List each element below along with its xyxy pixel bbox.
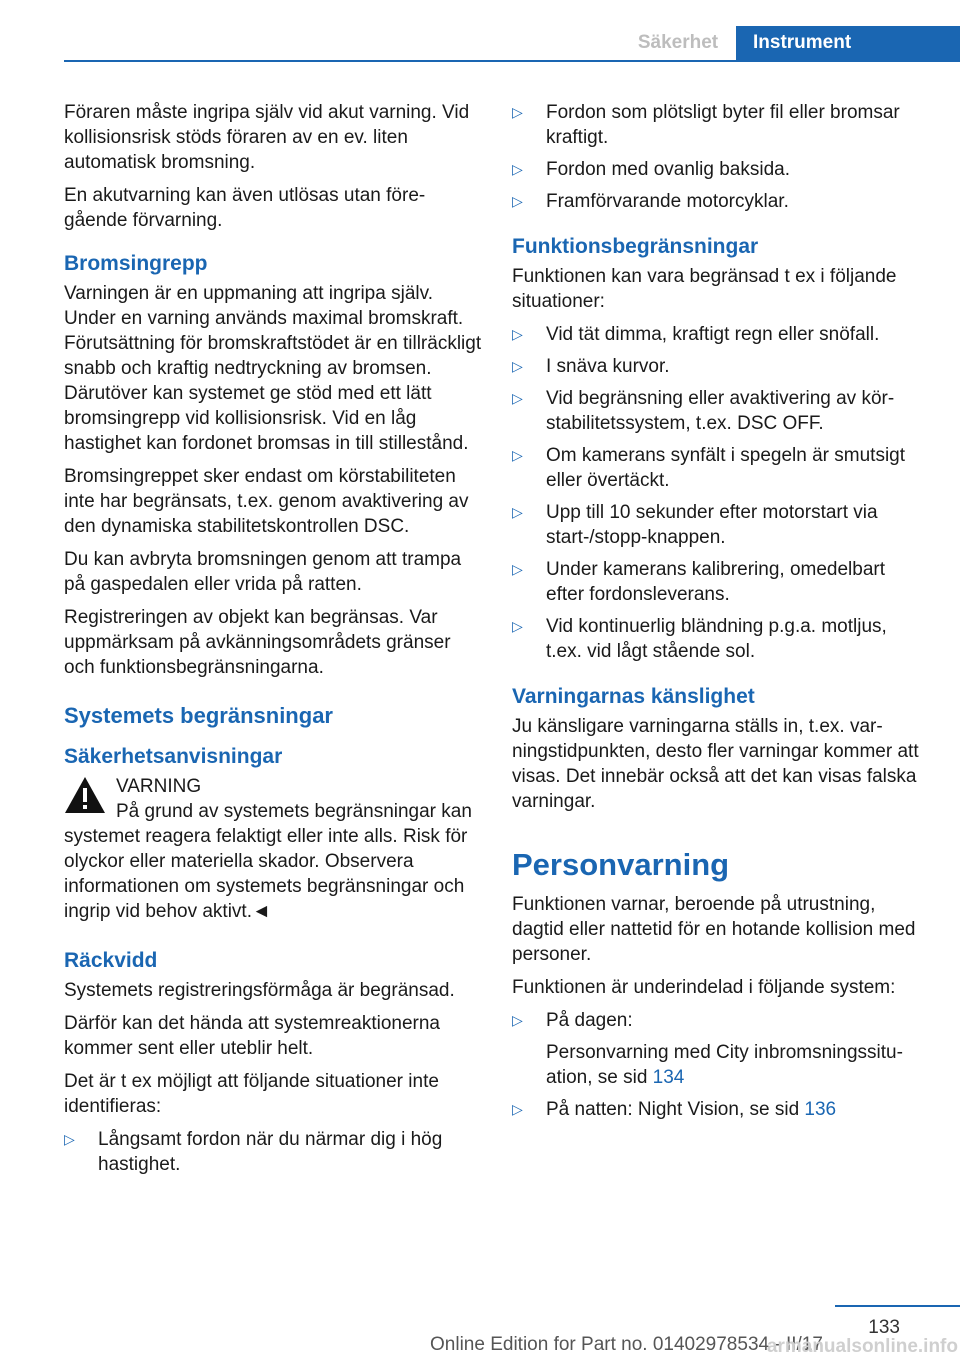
triangle-bullet-icon: ▷ — [512, 390, 523, 406]
list-item: ▷ Om kamerans synfält i spegeln är smutsigt eller övertäckt. — [512, 445, 906, 491]
paragraph: Funktionen kan vara begränsad t ex i följande situationer: — [512, 266, 897, 312]
bullet-list — [512, 100, 927, 214]
left-column — [64, 100, 482, 1185]
list-item: ▷ Upp till 10 sekunder efter motorstart via start-/stopp-knappen. — [512, 502, 878, 548]
paragraph: Därför kan det hända att systemreaktionerna kommer sent eller uteblir helt. — [64, 1013, 440, 1059]
triangle-bullet-icon: ▷ — [512, 193, 523, 209]
paragraph: Systemets registreringsförmåga är begränsad. — [64, 980, 455, 1001]
triangle-bullet-icon: ▷ — [512, 1012, 523, 1028]
heading-bromsingrepp: Bromsingrepp — [64, 252, 208, 275]
warning-body: På grund av systemets begränsningar kan systemet reagera felaktigt eller inte alls. Risk för olyckor eller materiella skador. Observera informationen om systemets begränsningar och ingrip vid behov aktivt.◄ — [64, 801, 472, 922]
triangle-bullet-icon: ▷ — [512, 561, 523, 577]
edition-note: Online Edition for Part no. 01402978534 - II/17 — [430, 1334, 823, 1355]
list-item: ▷ Vid kontinuerlig bländning p.g.a. motljus, t.ex. vid lågt stående sol. — [512, 616, 887, 662]
list-item: ▷ Fordon med ovanlig baksida. — [512, 159, 790, 180]
paragraph: Du kan avbryta bromsningen genom att trampa på gaspedalen eller vrida på ratten. — [64, 549, 462, 595]
page-header — [0, 0, 960, 62]
list-item: ▷ I snäva kurvor. — [512, 356, 670, 377]
heading-rackvidd: Räckvidd — [64, 949, 158, 972]
list-item: ▷ Fordon som plötsligt byter fil eller bromsar kraftigt. — [512, 102, 900, 148]
paragraph: Funktionen är underindelad i följande system: — [512, 977, 896, 998]
list-item: ▷ Under kamerans kalibrering, omedelbart efter fordonsleverans. — [512, 559, 885, 605]
paragraph: Bromsingreppet sker endast om körstabiliteten inte har begränsats, t.ex. genom avaktivering av den dynamiska stabilitetskontrollen DSC. — [64, 466, 469, 537]
list-item: ▷ Vid begränsning eller avaktivering av körstabilitetssystem, t.ex. DSC OFF. — [512, 388, 895, 434]
list-item: ▷ Vid tät dimma, kraftigt regn eller snöfall. — [512, 324, 880, 345]
heading-personvarning: Personvarning — [512, 847, 730, 882]
list-item: ▷ På natten: Night Vision, se sid 136 — [512, 1099, 837, 1120]
heading-funktionsbegransningar: Funktionsbegränsningar — [512, 235, 759, 258]
triangle-bullet-icon: ▷ — [512, 1101, 523, 1117]
page-ref-link[interactable]: 134 — [652, 1067, 685, 1088]
paragraph: Det är t ex möjligt att följande situationer inte identifieras: — [64, 1071, 439, 1117]
right-column — [512, 100, 927, 1130]
warning-triangle-icon — [64, 776, 106, 814]
warning-title: VARNING — [116, 776, 202, 797]
triangle-bullet-icon: ▷ — [512, 504, 523, 520]
bullet-list — [512, 1008, 927, 1122]
chapter-tab[interactable]: Instrument — [736, 26, 960, 60]
triangle-bullet-icon: ▷ — [512, 161, 523, 177]
header-divider — [64, 60, 960, 62]
list-item: ▷ Långsamt fordon när du närmar dig i hög hastighet. — [64, 1129, 443, 1175]
bullet-list — [64, 1127, 482, 1177]
footer-divider — [835, 1305, 960, 1307]
paragraph: Funktionen varnar, beroende på utrustning, dagtid eller nattetid för en hotande kollision med personer. — [512, 894, 916, 965]
page-number: 133 — [868, 1317, 900, 1338]
paragraph: Föraren måste ingripa själv vid akut varning. Vid kollisionsrisk stöds föraren av en ev. liten automatisk bromsning. — [64, 102, 470, 173]
triangle-bullet-icon: ▷ — [512, 618, 523, 634]
section-tab[interactable]: Säkerhet — [637, 32, 719, 53]
triangle-bullet-icon: ▷ — [64, 1131, 75, 1147]
heading-systemets-begransningar: Systemets begränsningar — [64, 703, 333, 728]
paragraph: Registreringen av objekt kan begränsas. Var uppmärksam på avkänningsområdets gränser och funktionsbegränsningarna. — [64, 607, 451, 678]
page-ref-link[interactable]: 136 — [804, 1099, 837, 1120]
triangle-bullet-icon: ▷ — [512, 358, 523, 374]
list-item: ▷ På dagen: Personvarning med City inbromsningssituation, se sid 134 — [512, 1010, 903, 1088]
paragraph: Ju känsligare varningarna ställs in, t.ex. varningstidpunkten, desto fler varningar kommer att visas. Det innebär också att det kan visas falska varningar. — [512, 716, 919, 812]
paragraph: Varningen är en uppmaning att ingripa själv. Under en varning används maximal bromskraft. Förutsättning för bromskraftstödet är en tillräckligt snabb och kraftig nedtryckning av bromsen. Därutöver kan systemet ge stöd med ett lätt bromsingrepp vid kollisionsrisk. Vid en låg hastighet kan fordonet bromsas in till stillestånd. — [64, 283, 482, 454]
heading-varningarnas-kanslighet: Varningarnas känslighet — [512, 685, 755, 708]
bullet-list — [512, 322, 927, 664]
watermark: armanualsonline.info — [766, 1336, 958, 1357]
heading-sakerhetsanvisningar: Säkerhetsanvisningar — [64, 745, 283, 768]
triangle-bullet-icon: ▷ — [512, 447, 523, 463]
paragraph: En akutvarning kan även utlösas utan föregående förvarning. — [64, 185, 426, 231]
warning-box — [64, 774, 482, 924]
triangle-bullet-icon: ▷ — [512, 326, 523, 342]
triangle-bullet-icon: ▷ — [512, 104, 523, 120]
list-item: ▷ Framförvarande motorcyklar. — [512, 191, 789, 212]
